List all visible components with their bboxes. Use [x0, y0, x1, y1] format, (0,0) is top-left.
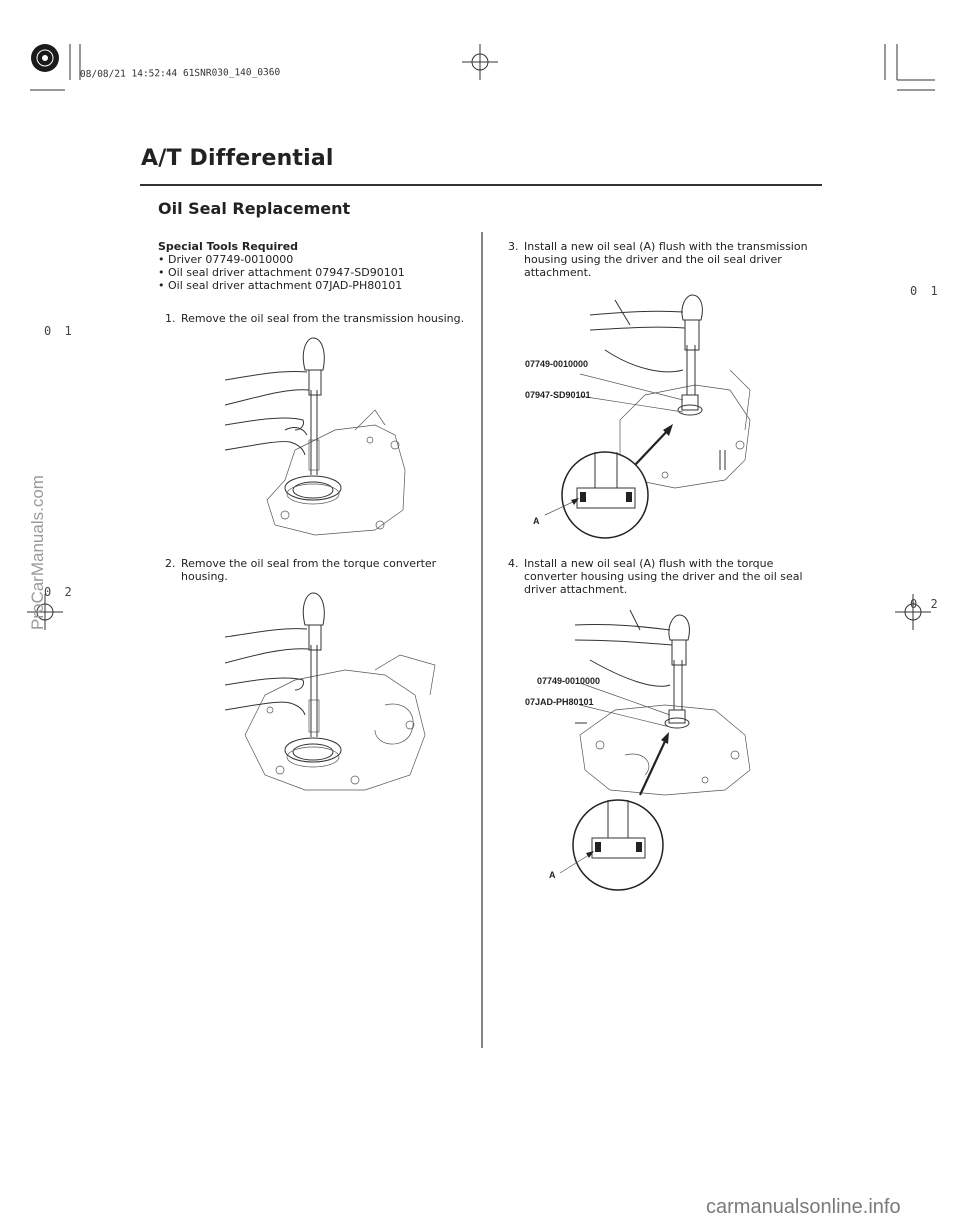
tool-item: • Driver 07749-0010000	[158, 253, 294, 266]
figure-remove-seal-transmission	[225, 330, 475, 540]
step-number: 1.	[165, 312, 176, 325]
step-text: Install a new oil seal (A) flush with the transmission housing using the driver and the oil seal driver attachment.	[524, 240, 808, 279]
section-title: A/T Differential	[141, 146, 334, 171]
margin-mark: 0 1	[44, 324, 75, 338]
step-number: 4.	[508, 557, 519, 570]
margin-mark: 0 1	[910, 284, 941, 298]
step-text: Remove the oil seal from the transmission housing.	[181, 312, 465, 325]
crosshair-icon	[462, 44, 498, 80]
special-tools-block	[158, 240, 478, 292]
registration-target-icon	[31, 44, 59, 72]
callout-driver: 07749-0010000	[525, 359, 589, 369]
callout-seal-a: A	[533, 516, 540, 526]
tool-item: • Oil seal driver attachment 07JAD-PH80101	[158, 279, 403, 292]
step-2	[165, 557, 455, 583]
step-4	[508, 557, 808, 596]
figure-install-seal-converter	[505, 605, 775, 895]
callout-driver: 07749-0010000	[537, 676, 601, 686]
figure-remove-seal-converter	[225, 585, 475, 800]
footer-watermark: carmanualsonline.info	[706, 1196, 901, 1218]
step-number: 2.	[165, 557, 176, 570]
step-text: Remove the oil seal from the torque converter housing.	[181, 557, 437, 583]
callout-seal-a: A	[549, 870, 556, 880]
tool-item: • Oil seal driver attachment 07947-SD90101	[158, 266, 405, 279]
special-tools-heading: Special Tools Required	[158, 240, 299, 253]
margin-mark: 0 2	[910, 597, 941, 611]
figure-install-seal-transmission	[505, 290, 775, 540]
step-1	[165, 312, 470, 325]
side-watermark: ProCarManuals.com	[28, 475, 47, 630]
margin-mark: 0 2	[44, 585, 75, 599]
step-3	[508, 240, 808, 279]
subsection-title: Oil Seal Replacement	[158, 199, 351, 218]
callout-attachment: 07947-SD90101	[525, 390, 591, 400]
callout-attachment: 07JAD-PH80101	[525, 697, 594, 707]
print-stamp: 08/08/21 14:52:44 61SNR030_140_0360	[79, 66, 281, 81]
step-text: Install a new oil seal (A) flush with the torque converter housing using the driver and the oil seal driver attachment.	[524, 557, 803, 596]
step-number: 3.	[508, 240, 519, 253]
